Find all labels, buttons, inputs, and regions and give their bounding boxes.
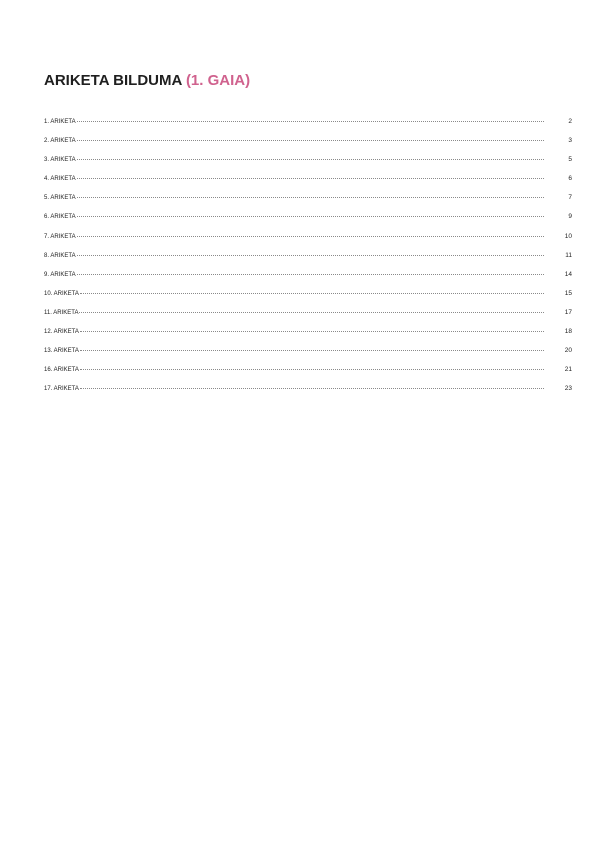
toc-entry-label: 13. ARIKETA [44, 348, 79, 355]
toc-entry-label: 5. ARIKETA [44, 195, 76, 202]
toc-entry-page: 2 [568, 118, 572, 125]
toc-leader-dots [77, 235, 544, 237]
toc-leader-dots [77, 254, 544, 256]
toc-entry-label: 2. ARIKETA [44, 138, 76, 145]
toc-entry-label: 8. ARIKETA [44, 252, 76, 259]
toc-leader-dots [77, 120, 544, 122]
toc-entry-page: 5 [568, 156, 572, 164]
toc-entry-page: 3 [568, 137, 572, 145]
toc-entry-page: 23 [564, 385, 572, 393]
toc-leader-dots [80, 330, 544, 332]
toc-leader-dots [77, 273, 544, 275]
toc-entry[interactable] [44, 112, 572, 131]
toc-entry[interactable] [44, 284, 572, 303]
toc-leader-dots [77, 215, 544, 217]
toc-entry-page: 9 [568, 213, 572, 221]
toc-entry-label: 9. ARIKETA [44, 271, 76, 278]
toc-entry-page: 20 [564, 347, 572, 355]
toc-leader-dots [80, 349, 544, 351]
title-main: ARIKETA BILDUMA [44, 72, 186, 89]
toc-entry[interactable] [44, 188, 572, 207]
toc-entry[interactable] [44, 265, 572, 284]
toc-entry[interactable] [44, 169, 572, 188]
toc-entry-label: 3. ARIKETA [44, 157, 76, 164]
toc-entry-page: 11 [565, 251, 572, 259]
title-accent: (1. GAIA) [185, 72, 251, 89]
toc-entry-label: 6. ARIKETA [44, 214, 76, 221]
toc-entry-label: 17. ARIKETA [44, 386, 79, 393]
toc-entry[interactable] [44, 207, 572, 226]
toc-entry-page: 15 [564, 289, 572, 297]
toc-leader-dots [79, 311, 544, 313]
toc-leader-dots [80, 387, 544, 389]
toc-entry-page: 17 [564, 308, 572, 316]
toc-entry-label: 10. ARIKETA [44, 290, 79, 297]
toc-leader-dots [77, 177, 544, 179]
toc-leader-dots [77, 139, 544, 141]
toc-entry[interactable] [44, 360, 572, 379]
toc-entry-label: 1. ARIKETA [44, 119, 76, 125]
toc-leader-dots [80, 368, 544, 370]
toc-entry-page: 14 [564, 270, 572, 278]
toc-entry[interactable] [44, 322, 572, 341]
toc-entry-page: 6 [568, 175, 572, 183]
toc-entry-label: 16. ARIKETA [44, 367, 79, 374]
toc-entry[interactable] [44, 303, 572, 322]
toc-entry-label: 4. ARIKETA [44, 176, 76, 183]
toc-leader-dots [77, 196, 544, 198]
toc-entry-page: 18 [564, 328, 572, 336]
toc-entry[interactable] [44, 341, 572, 360]
toc-entry-page: 21 [564, 366, 572, 374]
table-of-contents [44, 112, 572, 398]
toc-entry-label: 12. ARIKETA [44, 329, 79, 336]
toc-entry-page: 7 [568, 194, 572, 202]
toc-leader-dots [80, 292, 544, 294]
toc-entry[interactable] [44, 246, 572, 265]
toc-entry[interactable] [44, 131, 572, 150]
page-title [44, 71, 250, 91]
toc-entry[interactable] [44, 150, 572, 169]
toc-entry-label: 7. ARIKETA [44, 233, 76, 240]
toc-leader-dots [77, 158, 544, 160]
toc-entry-page: 10 [564, 232, 572, 240]
toc-entry[interactable] [44, 379, 572, 398]
toc-entry-label: 11. ARIKETA [44, 309, 79, 316]
toc-entry[interactable] [44, 227, 572, 246]
